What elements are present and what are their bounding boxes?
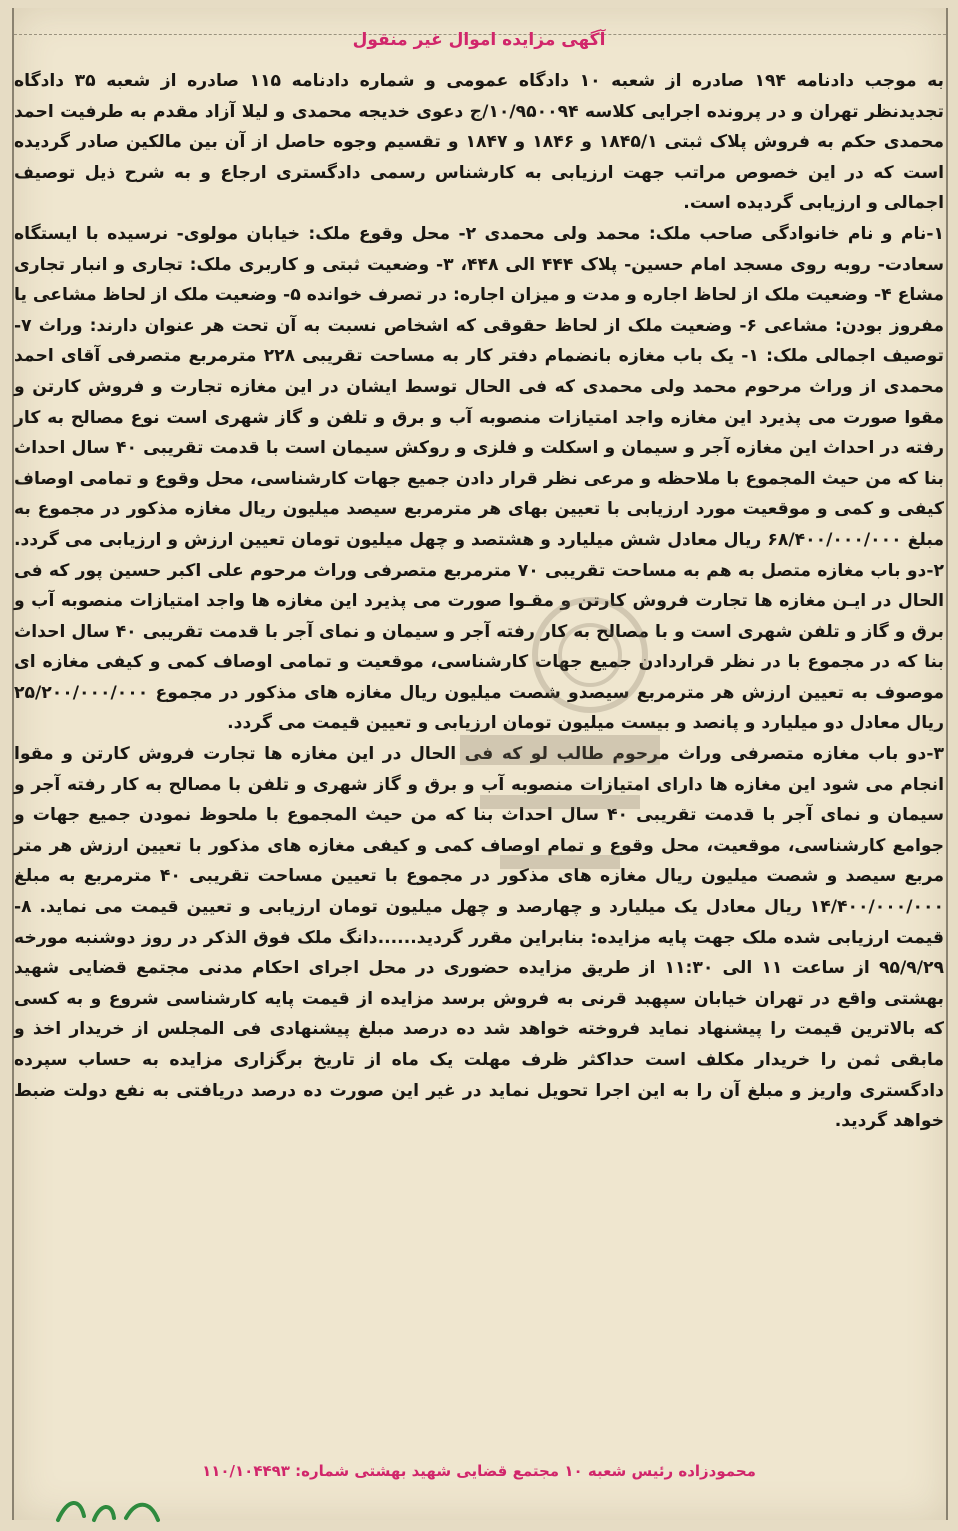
- notice-body: [14, 66, 944, 1137]
- signature-line: محمودزاده رئیس شعبه ۱۰ مجتمع قضایی شهید بهشتی شماره: ۱۱۰/۱۰۴۴۹۳: [202, 1462, 756, 1480]
- notice-paragraph-details: ۱-نام و نام خانوادگی صاحب ملک: محمد ولی محمدی ۲- محل وقوع ملک: خیابان مولوی- نرسیده با ایستگاه سعادت- روبه روی مسجد امام حسین- پلاک ۴۴۴ الی ۴۴۸، ۳- وضعیت ثبتی و کاربری ملک: تجاری و انبار تجاری مشاع ۴- وضعیت ملک از لحاظ اجاره و مدت و میزان اجاره: در تصرف خوانده ۵- وضعیت ملک از لحاظ مشاعی یا مفروز بودن: مشاعی ۶- وضعیت ملک از لحاظ حقوقی که اشخاص نسبت به آن تحت هر عنوان دارند: وراث ۷- توصیف اجمالی ملک: ۱- یک باب مغازه بانضمام دفتر کار به مساحت تقریبی ۲۲۸ مترمربع متصرفی آقای احمد محمدی از وراث مرحوم محمد ولی محمدی که فی الحال توسط ایشان در این مغازه تجارت و فروش کارتن و مقوا صورت می پذیرد این مغازه واجد امتیازات منصوبه آب و برق و تلفن و گاز شهری است نوع مصالح به کار رفته در احداث این مغازه آجر و سیمان و اسکلت و فلزی و روکش سیمان است با قدمت تقریبی ۴۰ سال احداث بنا که من حیث المجموع با ملاحظه و مرعی نظر قرار دادن جمیع جهات کارشناسی، محل وقوع و تمامی اوصاف کیفی و کمی و موقعیت مورد ارزیابی با تعیین بهای هر مترمربع سیصد میلیون ریال مغازه مذکور در مجموع به مبلغ ۶۸/۴۰۰/۰۰۰/۰۰۰ ریال معادل شش میلیارد و هشتصد و چهل میلیون تومان تعیین ارزش و ارزیابی می گردد. ۲-دو باب مغازه متصل به هم به مساحت تقریبی ۷۰ مترمربع متصرفی وراث مرحوم علی اکبر حسین پور که فی الحال در ایـن مغازه ها تجارت فروش کارتن و مقـوا صورت می پذیرد این مغازه ها واجد امتیازات منصوبه آب و برق و گاز و تلفن شهری است و با مصالح به کار رفته آجر و سیمان و نمای آجر با قدمت تقریبی ۴۰ سال احداث بنا که در مجموع با در نظر قراردادن جمیع جهات کارشناسی، موقعیت و تمامی اوصاف کمی و کیفی مغازه ای موصوف به تعیین ارزش هر مترمربع سیصدو شصت میلیون ریال مغازه های مذکور در مجموع ۲۵/۲۰۰/۰۰۰/۰۰۰ ریال معادل دو میلیارد و پانصد و بیست میلیون تومان ارزیابی و تعیین قیمت می گردد.: [14, 223, 945, 734]
- notice-title: آگهی مزایده اموال غیر منقول: [352, 30, 606, 50]
- notice-paragraph-auction: ۳-دو باب مغازه متصرفی وراث مرحوم طالب لو که فی الحال در این مغازه ها تجارت فروش کارتن و مقوا انجام می شود این مغازه ها دارای امتیازات منصوبه آب و برق و گاز شهری و تلفن با مصالح به کار رفته آجر و سیمان و نمای آجر با قدمت تقریبی ۴۰ سال احداث بنا که من حیث المجموع با ملحوظ نمودن جمیع جهات و جوامع کارشناسی، موقعیت، محل وقوع و تمام اوصاف کمی و کیفی مغازه های مذکور با تعیین ارزش هر متر مربع سیصد و شصت میلیون ریال مغازه های مذکور در مجموع با تعیین مساحت تقریبی ۴۰ مترمربع به مبلغ ۱۴/۴۰۰/۰۰۰/۰۰۰ ریال معادل یک میلیارد و چهارصد و چهل میلیون تومان ارزیابی و تعیین قیمت می نماید. ۸- قیمت ارزیابی شده ملک جهت پایه مزایده: بنابراین مقرر گردید......دانگ ملک فوق الذکر در روز دوشنبه مورخه ۹۵/۹/۲۹ از ساعت ۱۱ الی ۱۱:۳۰ از طریق مزایده حضوری در محل اجرای احکام مدنی مجتمع قضایی شهید بهشتی واقع در تهران خیابان سپهبد قرنی به فروش برسد مزایده از قیمت پایه کارشناسی شروع و به کسی که بالاترین قیمت را پیشنهاد نماید فروخته خواهد شد ده درصد مبلغ پیشنهادی فی المجلس از خریدار اخذ و مابقی ثمن را خریدار مکلف است حداکثر ظرف مهلت یک ماه از تاریخ برگزاری مزایده به حساب سپرده دادگستری واریز و مبلغ آن را به این اجرا تحویل نماید در غیر این صورت ده درصد دریافتی به نفع دولت ضبط خواهد گردید.: [14, 744, 945, 1132]
- handwritten-mark: [50, 1490, 170, 1530]
- notice-paragraph-intro: به موجب دادنامه ۱۹۴ صادره از شعبه ۱۰ دادگاه عمومی و شماره دادنامه ۱۱۵ صادره از شعبه ۳۵ دادگاه تجدیدنظر تهران و در پرونده اجرایی کلاسه ۱۰/۹۵۰۰۹۴/ج دعوی خدیجه محمدی و لیلا آزاد مقدم به طرفیت احمد محمدی حکم به فروش پلاک ثبتی ۱۸۴۵/۱ و ۱۸۴۶ و ۱۸۴۷ و تقسیم وجوه حاصل از آن بین مالکین صادر گردیده است که در این خصوص مراتب جهت ارزیابی به کارشناس رسمی دادگستری ارجاع و به شرح ذیل توصیف اجمالی و ارزیابی گردیده است.: [14, 71, 945, 214]
